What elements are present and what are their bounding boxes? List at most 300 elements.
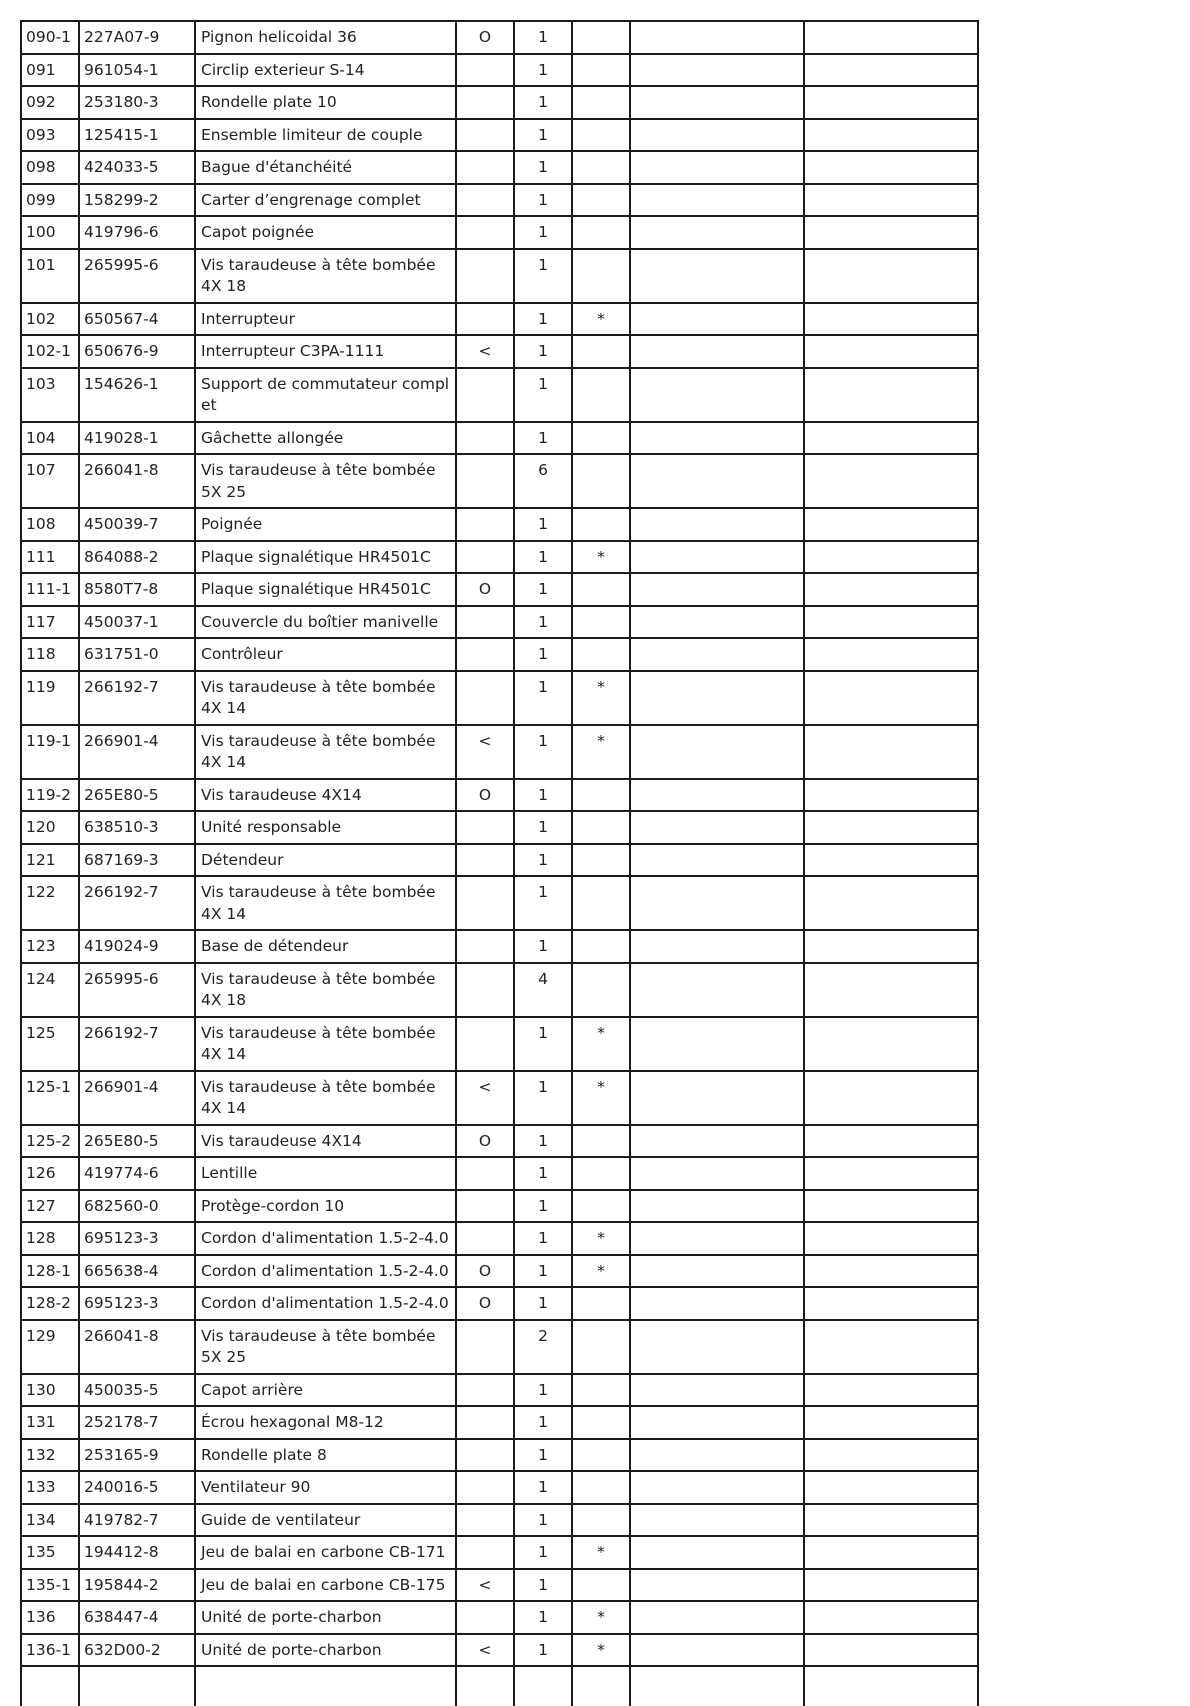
note-cell bbox=[456, 1190, 514, 1223]
extra-cell-2 bbox=[804, 1287, 978, 1320]
part-number-cell: 695123-3 bbox=[79, 1222, 195, 1255]
part-number-cell: 631751-0 bbox=[79, 638, 195, 671]
extra-cell-1 bbox=[630, 1471, 804, 1504]
extra-cell-1 bbox=[630, 454, 804, 508]
item-number-cell: 136-1 bbox=[21, 1634, 79, 1667]
part-number-cell: 266901-4 bbox=[79, 1071, 195, 1125]
extra-cell-1 bbox=[630, 1406, 804, 1439]
quantity-cell: 1 bbox=[514, 930, 572, 963]
quantity-cell: 1 bbox=[514, 1504, 572, 1537]
part-number-cell: 450035-5 bbox=[79, 1374, 195, 1407]
item-number-cell: 134 bbox=[21, 1504, 79, 1537]
note-cell bbox=[456, 1157, 514, 1190]
item-number-cell: 128-1 bbox=[21, 1255, 79, 1288]
part-number-cell: 265E80-5 bbox=[79, 1125, 195, 1158]
extra-cell-2 bbox=[804, 541, 978, 574]
extra-cell-2 bbox=[804, 1504, 978, 1537]
item-number-cell: 119-2 bbox=[21, 779, 79, 812]
description-cell: Contrôleur bbox=[195, 638, 456, 671]
extra-cell-1 bbox=[630, 1255, 804, 1288]
table-row bbox=[21, 606, 978, 639]
quantity-cell: 1 bbox=[514, 303, 572, 336]
table-row bbox=[21, 1157, 978, 1190]
item-number-cell: 093 bbox=[21, 119, 79, 152]
part-number-cell: 266192-7 bbox=[79, 1017, 195, 1071]
quantity-cell: 1 bbox=[514, 1536, 572, 1569]
item-number-cell: 099 bbox=[21, 184, 79, 217]
table-row bbox=[21, 249, 978, 303]
extra-cell-2 bbox=[804, 249, 978, 303]
extra-cell-1 bbox=[630, 1125, 804, 1158]
extra-cell-2 bbox=[804, 1157, 978, 1190]
part-number-cell: 450037-1 bbox=[79, 606, 195, 639]
extra-cell-2 bbox=[804, 508, 978, 541]
quantity-cell: 1 bbox=[514, 151, 572, 184]
description-cell: Plaque signalétique HR4501C bbox=[195, 573, 456, 606]
table-row bbox=[21, 368, 978, 422]
table-row bbox=[21, 1374, 978, 1407]
quantity-cell: 1 bbox=[514, 638, 572, 671]
quantity-cell: 4 bbox=[514, 963, 572, 1017]
note-cell bbox=[456, 1504, 514, 1537]
extra-cell-2 bbox=[804, 1320, 978, 1374]
item-number-cell: 119-1 bbox=[21, 725, 79, 779]
note-cell: O bbox=[456, 1287, 514, 1320]
quantity-cell: 1 bbox=[514, 1157, 572, 1190]
item-number-cell: 125 bbox=[21, 1017, 79, 1071]
table-row bbox=[21, 930, 978, 963]
quantity-cell: 1 bbox=[514, 508, 572, 541]
part-number-cell: 665638-4 bbox=[79, 1255, 195, 1288]
description-cell: Vis taraudeuse à tête bombée 4X 14 bbox=[195, 725, 456, 779]
mark-cell bbox=[572, 876, 630, 930]
mark-cell bbox=[572, 963, 630, 1017]
item-number-cell: 090-1 bbox=[21, 21, 79, 54]
extra-cell-1 bbox=[630, 876, 804, 930]
description-cell: Vis taraudeuse à tête bombée 4X 14 bbox=[195, 1017, 456, 1071]
part-number-cell: 265E80-5 bbox=[79, 779, 195, 812]
item-number-cell: 127 bbox=[21, 1190, 79, 1223]
item-number-cell: 132 bbox=[21, 1439, 79, 1472]
extra-cell-1 bbox=[630, 1439, 804, 1472]
item-number-cell: 101 bbox=[21, 249, 79, 303]
table-row bbox=[21, 151, 978, 184]
quantity-cell: 1 bbox=[514, 249, 572, 303]
part-number-cell: 424033-5 bbox=[79, 151, 195, 184]
note-cell bbox=[456, 508, 514, 541]
extra-cell-1 bbox=[630, 541, 804, 574]
empty-cell bbox=[804, 1666, 978, 1706]
extra-cell-2 bbox=[804, 573, 978, 606]
note-cell: < bbox=[456, 335, 514, 368]
mark-cell bbox=[572, 1569, 630, 1602]
part-number-cell: 419028-1 bbox=[79, 422, 195, 455]
mark-cell bbox=[572, 216, 630, 249]
description-cell: Vis taraudeuse à tête bombée 4X 18 bbox=[195, 963, 456, 1017]
extra-cell-2 bbox=[804, 54, 978, 87]
part-number-cell: 687169-3 bbox=[79, 844, 195, 877]
note-cell bbox=[456, 216, 514, 249]
table-row bbox=[21, 54, 978, 87]
mark-cell bbox=[572, 1190, 630, 1223]
extra-cell-2 bbox=[804, 963, 978, 1017]
note-cell bbox=[456, 1406, 514, 1439]
quantity-cell: 1 bbox=[514, 21, 572, 54]
quantity-cell: 6 bbox=[514, 454, 572, 508]
extra-cell-1 bbox=[630, 725, 804, 779]
description-cell: Base de détendeur bbox=[195, 930, 456, 963]
mark-cell bbox=[572, 1157, 630, 1190]
mark-cell bbox=[572, 422, 630, 455]
description-cell: Jeu de balai en carbone CB-171 bbox=[195, 1536, 456, 1569]
description-cell: Cordon d'alimentation 1.5-2-4.0 bbox=[195, 1255, 456, 1288]
part-number-cell: 632D00-2 bbox=[79, 1634, 195, 1667]
mark-cell: * bbox=[572, 1536, 630, 1569]
quantity-cell: 1 bbox=[514, 1601, 572, 1634]
item-number-cell: 136 bbox=[21, 1601, 79, 1634]
table-row-empty bbox=[21, 1666, 978, 1706]
table-row bbox=[21, 216, 978, 249]
extra-cell-2 bbox=[804, 1017, 978, 1071]
extra-cell-1 bbox=[630, 1536, 804, 1569]
part-number-cell: 864088-2 bbox=[79, 541, 195, 574]
table-row bbox=[21, 1439, 978, 1472]
table-row bbox=[21, 119, 978, 152]
description-cell: Capot arrière bbox=[195, 1374, 456, 1407]
extra-cell-1 bbox=[630, 1634, 804, 1667]
extra-cell-2 bbox=[804, 1374, 978, 1407]
quantity-cell: 1 bbox=[514, 1471, 572, 1504]
quantity-cell: 1 bbox=[514, 54, 572, 87]
description-cell: Bague d'étanchéité bbox=[195, 151, 456, 184]
part-number-cell: 265995-6 bbox=[79, 249, 195, 303]
note-cell bbox=[456, 454, 514, 508]
extra-cell-1 bbox=[630, 638, 804, 671]
item-number-cell: 129 bbox=[21, 1320, 79, 1374]
quantity-cell: 1 bbox=[514, 671, 572, 725]
mark-cell bbox=[572, 1439, 630, 1472]
extra-cell-1 bbox=[630, 811, 804, 844]
part-number-cell: 419782-7 bbox=[79, 1504, 195, 1537]
extra-cell-2 bbox=[804, 1536, 978, 1569]
item-number-cell: 135 bbox=[21, 1536, 79, 1569]
extra-cell-2 bbox=[804, 779, 978, 812]
part-number-cell: 252178-7 bbox=[79, 1406, 195, 1439]
item-number-cell: 108 bbox=[21, 508, 79, 541]
mark-cell bbox=[572, 249, 630, 303]
extra-cell-1 bbox=[630, 249, 804, 303]
quantity-cell: 1 bbox=[514, 86, 572, 119]
mark-cell bbox=[572, 119, 630, 152]
note-cell: < bbox=[456, 725, 514, 779]
quantity-cell: 1 bbox=[514, 422, 572, 455]
description-cell: Rondelle plate 10 bbox=[195, 86, 456, 119]
part-number-cell: 125415-1 bbox=[79, 119, 195, 152]
mark-cell: * bbox=[572, 1601, 630, 1634]
item-number-cell: 125-2 bbox=[21, 1125, 79, 1158]
item-number-cell: 102 bbox=[21, 303, 79, 336]
part-number-cell: 638447-4 bbox=[79, 1601, 195, 1634]
extra-cell-1 bbox=[630, 151, 804, 184]
table-row bbox=[21, 1071, 978, 1125]
quantity-cell: 1 bbox=[514, 1569, 572, 1602]
extra-cell-2 bbox=[804, 725, 978, 779]
note-cell: O bbox=[456, 1125, 514, 1158]
description-cell: Vis taraudeuse à tête bombée 5X 25 bbox=[195, 1320, 456, 1374]
empty-cell bbox=[79, 1666, 195, 1706]
extra-cell-1 bbox=[630, 1190, 804, 1223]
description-cell: Unité responsable bbox=[195, 811, 456, 844]
parts-table-body bbox=[21, 21, 978, 1706]
mark-cell: * bbox=[572, 1017, 630, 1071]
part-number-cell: 695123-3 bbox=[79, 1287, 195, 1320]
note-cell bbox=[456, 876, 514, 930]
empty-cell bbox=[456, 1666, 514, 1706]
quantity-cell: 1 bbox=[514, 1071, 572, 1125]
extra-cell-1 bbox=[630, 216, 804, 249]
description-cell: Lentille bbox=[195, 1157, 456, 1190]
quantity-cell: 1 bbox=[514, 216, 572, 249]
extra-cell-2 bbox=[804, 930, 978, 963]
part-number-cell: 265995-6 bbox=[79, 963, 195, 1017]
table-row bbox=[21, 422, 978, 455]
table-row bbox=[21, 86, 978, 119]
extra-cell-1 bbox=[630, 573, 804, 606]
note-cell bbox=[456, 1017, 514, 1071]
description-cell: Unité de porte-charbon bbox=[195, 1634, 456, 1667]
description-cell: Interrupteur bbox=[195, 303, 456, 336]
description-cell: Rondelle plate 8 bbox=[195, 1439, 456, 1472]
extra-cell-2 bbox=[804, 1190, 978, 1223]
extra-cell-2 bbox=[804, 422, 978, 455]
mark-cell bbox=[572, 606, 630, 639]
table-row bbox=[21, 1504, 978, 1537]
item-number-cell: 125-1 bbox=[21, 1071, 79, 1125]
part-number-cell: 227A07-9 bbox=[79, 21, 195, 54]
note-cell bbox=[456, 151, 514, 184]
note-cell: O bbox=[456, 779, 514, 812]
item-number-cell: 100 bbox=[21, 216, 79, 249]
note-cell bbox=[456, 422, 514, 455]
note-cell bbox=[456, 1471, 514, 1504]
quantity-cell: 1 bbox=[514, 1190, 572, 1223]
note-cell bbox=[456, 1222, 514, 1255]
mark-cell bbox=[572, 1125, 630, 1158]
description-cell: Vis taraudeuse à tête bombée 4X 14 bbox=[195, 1071, 456, 1125]
item-number-cell: 111-1 bbox=[21, 573, 79, 606]
quantity-cell: 1 bbox=[514, 1255, 572, 1288]
description-cell: Vis taraudeuse à tête bombée 4X 14 bbox=[195, 876, 456, 930]
quantity-cell: 1 bbox=[514, 779, 572, 812]
extra-cell-2 bbox=[804, 216, 978, 249]
quantity-cell: 1 bbox=[514, 368, 572, 422]
mark-cell bbox=[572, 638, 630, 671]
extra-cell-1 bbox=[630, 1601, 804, 1634]
item-number-cell: 098 bbox=[21, 151, 79, 184]
description-cell: Jeu de balai en carbone CB-175 bbox=[195, 1569, 456, 1602]
table-row bbox=[21, 811, 978, 844]
description-cell: Écrou hexagonal M8-12 bbox=[195, 1406, 456, 1439]
description-cell: Vis taraudeuse à tête bombée 5X 25 bbox=[195, 454, 456, 508]
empty-cell bbox=[195, 1666, 456, 1706]
quantity-cell: 1 bbox=[514, 1439, 572, 1472]
quantity-cell: 1 bbox=[514, 1406, 572, 1439]
item-number-cell: 117 bbox=[21, 606, 79, 639]
extra-cell-1 bbox=[630, 606, 804, 639]
extra-cell-1 bbox=[630, 184, 804, 217]
description-cell: Cordon d'alimentation 1.5-2-4.0 bbox=[195, 1287, 456, 1320]
table-row bbox=[21, 1471, 978, 1504]
note-cell bbox=[456, 303, 514, 336]
description-cell: Ensemble limiteur de couple bbox=[195, 119, 456, 152]
mark-cell bbox=[572, 508, 630, 541]
extra-cell-2 bbox=[804, 1601, 978, 1634]
note-cell bbox=[456, 1374, 514, 1407]
note-cell: < bbox=[456, 1071, 514, 1125]
extra-cell-2 bbox=[804, 1439, 978, 1472]
quantity-cell: 1 bbox=[514, 844, 572, 877]
item-number-cell: 135-1 bbox=[21, 1569, 79, 1602]
quantity-cell: 1 bbox=[514, 335, 572, 368]
item-number-cell: 122 bbox=[21, 876, 79, 930]
quantity-cell: 1 bbox=[514, 876, 572, 930]
description-cell: Cordon d'alimentation 1.5-2-4.0 bbox=[195, 1222, 456, 1255]
mark-cell bbox=[572, 1471, 630, 1504]
part-number-cell: 419024-9 bbox=[79, 930, 195, 963]
description-cell: Support de commutateur compl et bbox=[195, 368, 456, 422]
description-cell: Carter d’engrenage complet bbox=[195, 184, 456, 217]
extra-cell-1 bbox=[630, 1569, 804, 1602]
extra-cell-2 bbox=[804, 119, 978, 152]
mark-cell: * bbox=[572, 541, 630, 574]
extra-cell-1 bbox=[630, 119, 804, 152]
extra-cell-2 bbox=[804, 86, 978, 119]
mark-cell bbox=[572, 844, 630, 877]
item-number-cell: 103 bbox=[21, 368, 79, 422]
item-number-cell: 133 bbox=[21, 1471, 79, 1504]
mark-cell bbox=[572, 1374, 630, 1407]
note-cell: O bbox=[456, 1255, 514, 1288]
quantity-cell: 1 bbox=[514, 606, 572, 639]
empty-cell bbox=[21, 1666, 79, 1706]
note-cell bbox=[456, 963, 514, 1017]
item-number-cell: 128-2 bbox=[21, 1287, 79, 1320]
description-cell: Interrupteur C3PA-1111 bbox=[195, 335, 456, 368]
item-number-cell: 102-1 bbox=[21, 335, 79, 368]
mark-cell bbox=[572, 86, 630, 119]
mark-cell bbox=[572, 779, 630, 812]
mark-cell: * bbox=[572, 1071, 630, 1125]
description-cell: Détendeur bbox=[195, 844, 456, 877]
mark-cell bbox=[572, 930, 630, 963]
note-cell bbox=[456, 930, 514, 963]
item-number-cell: 104 bbox=[21, 422, 79, 455]
table-row bbox=[21, 1222, 978, 1255]
table-row bbox=[21, 963, 978, 1017]
extra-cell-1 bbox=[630, 1504, 804, 1537]
mark-cell bbox=[572, 151, 630, 184]
mark-cell bbox=[572, 811, 630, 844]
description-cell: Vis taraudeuse 4X14 bbox=[195, 779, 456, 812]
quantity-cell: 1 bbox=[514, 184, 572, 217]
table-row bbox=[21, 573, 978, 606]
extra-cell-2 bbox=[804, 1125, 978, 1158]
description-cell: Couvercle du boîtier manivelle bbox=[195, 606, 456, 639]
extra-cell-1 bbox=[630, 1157, 804, 1190]
note-cell bbox=[456, 1601, 514, 1634]
table-row bbox=[21, 1569, 978, 1602]
extra-cell-2 bbox=[804, 184, 978, 217]
extra-cell-2 bbox=[804, 454, 978, 508]
quantity-cell: 1 bbox=[514, 541, 572, 574]
item-number-cell: 121 bbox=[21, 844, 79, 877]
extra-cell-1 bbox=[630, 335, 804, 368]
quantity-cell: 1 bbox=[514, 811, 572, 844]
mark-cell bbox=[572, 335, 630, 368]
mark-cell bbox=[572, 1320, 630, 1374]
extra-cell-1 bbox=[630, 963, 804, 1017]
extra-cell-2 bbox=[804, 671, 978, 725]
mark-cell bbox=[572, 573, 630, 606]
extra-cell-1 bbox=[630, 844, 804, 877]
part-number-cell: 194412-8 bbox=[79, 1536, 195, 1569]
extra-cell-1 bbox=[630, 86, 804, 119]
note-cell bbox=[456, 541, 514, 574]
table-row bbox=[21, 335, 978, 368]
mark-cell: * bbox=[572, 1222, 630, 1255]
mark-cell bbox=[572, 54, 630, 87]
note-cell bbox=[456, 811, 514, 844]
description-cell: Unité de porte-charbon bbox=[195, 1601, 456, 1634]
description-cell: Poignée bbox=[195, 508, 456, 541]
description-cell: Protège-cordon 10 bbox=[195, 1190, 456, 1223]
item-number-cell: 118 bbox=[21, 638, 79, 671]
note-cell bbox=[456, 54, 514, 87]
extra-cell-2 bbox=[804, 876, 978, 930]
table-row bbox=[21, 638, 978, 671]
mark-cell bbox=[572, 1406, 630, 1439]
empty-cell bbox=[572, 1666, 630, 1706]
extra-cell-2 bbox=[804, 1471, 978, 1504]
extra-cell-1 bbox=[630, 779, 804, 812]
description-cell: Vis taraudeuse à tête bombée 4X 14 bbox=[195, 671, 456, 725]
note-cell bbox=[456, 184, 514, 217]
extra-cell-2 bbox=[804, 151, 978, 184]
description-cell: Ventilateur 90 bbox=[195, 1471, 456, 1504]
extra-cell-1 bbox=[630, 1017, 804, 1071]
mark-cell bbox=[572, 21, 630, 54]
part-number-cell: 419796-6 bbox=[79, 216, 195, 249]
mark-cell: * bbox=[572, 1634, 630, 1667]
item-number-cell: 091 bbox=[21, 54, 79, 87]
mark-cell: * bbox=[572, 303, 630, 336]
description-cell: Pignon helicoidal 36 bbox=[195, 21, 456, 54]
description-cell: Capot poignée bbox=[195, 216, 456, 249]
table-row bbox=[21, 21, 978, 54]
item-number-cell: 124 bbox=[21, 963, 79, 1017]
extra-cell-2 bbox=[804, 1222, 978, 1255]
part-number-cell: 961054-1 bbox=[79, 54, 195, 87]
note-cell bbox=[456, 368, 514, 422]
extra-cell-1 bbox=[630, 1222, 804, 1255]
part-number-cell: 650676-9 bbox=[79, 335, 195, 368]
extra-cell-2 bbox=[804, 811, 978, 844]
table-row bbox=[21, 1125, 978, 1158]
description-cell: Vis taraudeuse 4X14 bbox=[195, 1125, 456, 1158]
extra-cell-2 bbox=[804, 1071, 978, 1125]
quantity-cell: 1 bbox=[514, 1222, 572, 1255]
table-row bbox=[21, 844, 978, 877]
